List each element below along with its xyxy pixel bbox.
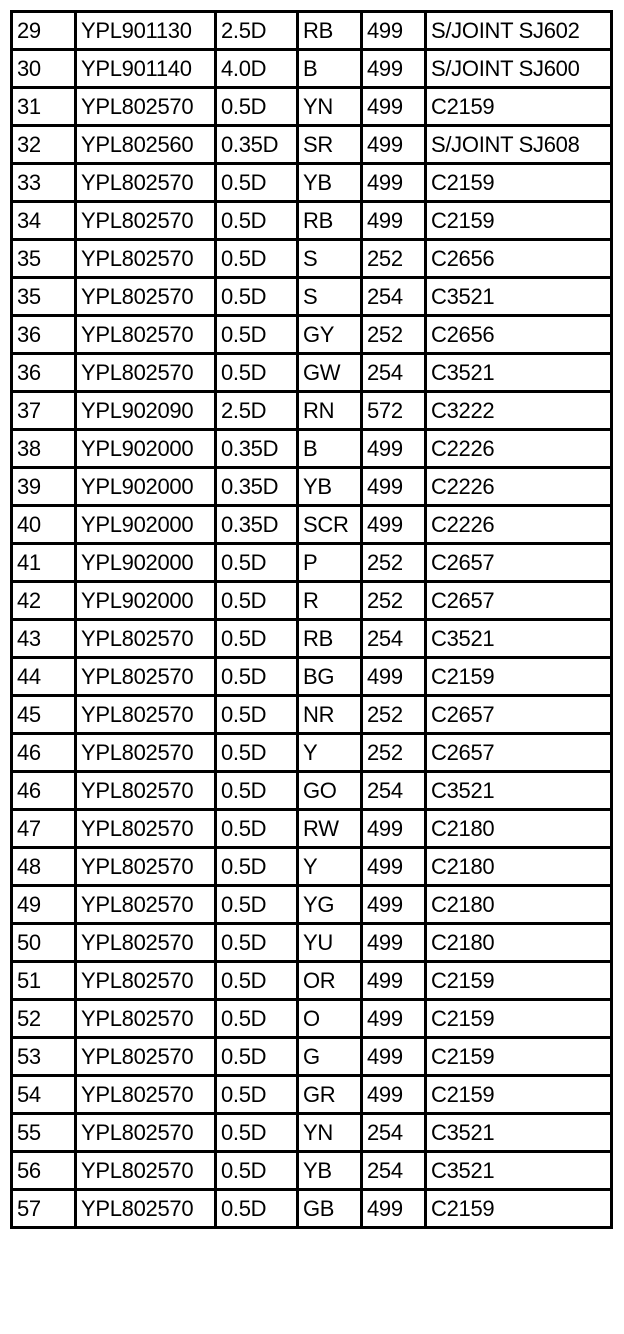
- cell-code: 499: [362, 468, 426, 506]
- cell-connection: C2159: [426, 658, 612, 696]
- cell-connection: C3521: [426, 354, 612, 392]
- cell-part-number: YPL802570: [76, 658, 216, 696]
- table-row: [12, 924, 612, 962]
- cell-code: 252: [362, 316, 426, 354]
- table-row: [12, 164, 612, 202]
- table-row: [12, 810, 612, 848]
- cell-part-number: YPL802570: [76, 810, 216, 848]
- cell-row-number: 34: [12, 202, 76, 240]
- cell-wire-size: 0.5D: [216, 88, 298, 126]
- cell-row-number: 32: [12, 126, 76, 164]
- cell-part-number: YPL802570: [76, 886, 216, 924]
- cell-part-number: YPL802570: [76, 354, 216, 392]
- cell-wire-size: 0.5D: [216, 620, 298, 658]
- cell-connection: C2226: [426, 430, 612, 468]
- cell-row-number: 43: [12, 620, 76, 658]
- cell-wire-color: RN: [298, 392, 362, 430]
- cell-code: 254: [362, 620, 426, 658]
- table-row: [12, 1190, 612, 1228]
- cell-connection: C2159: [426, 1000, 612, 1038]
- cell-connection: C2657: [426, 544, 612, 582]
- cell-part-number: YPL902000: [76, 430, 216, 468]
- cell-wire-size: 0.5D: [216, 924, 298, 962]
- cell-code: 254: [362, 772, 426, 810]
- cell-row-number: 49: [12, 886, 76, 924]
- cell-wire-size: 2.5D: [216, 392, 298, 430]
- cell-code: 499: [362, 848, 426, 886]
- cell-row-number: 40: [12, 506, 76, 544]
- table-row: [12, 12, 612, 50]
- cell-row-number: 35: [12, 278, 76, 316]
- cell-wire-size: 0.5D: [216, 1152, 298, 1190]
- cell-wire-size: 0.5D: [216, 962, 298, 1000]
- table-row: [12, 1152, 612, 1190]
- cell-wire-color: RB: [298, 202, 362, 240]
- table-row: [12, 582, 612, 620]
- table-row: [12, 696, 612, 734]
- cell-code: 252: [362, 240, 426, 278]
- cell-row-number: 45: [12, 696, 76, 734]
- cell-wire-size: 0.5D: [216, 848, 298, 886]
- cell-code: 499: [362, 12, 426, 50]
- table-row: [12, 392, 612, 430]
- wiring-table: [10, 10, 613, 1229]
- cell-wire-color: O: [298, 1000, 362, 1038]
- cell-wire-color: NR: [298, 696, 362, 734]
- table-row: [12, 886, 612, 924]
- cell-wire-color: Y: [298, 734, 362, 772]
- cell-wire-size: 4.0D: [216, 50, 298, 88]
- cell-connection: C2656: [426, 316, 612, 354]
- cell-part-number: YPL802570: [76, 1076, 216, 1114]
- cell-connection: C2657: [426, 734, 612, 772]
- table-row: [12, 772, 612, 810]
- cell-connection: C3521: [426, 1114, 612, 1152]
- cell-connection: C2159: [426, 1190, 612, 1228]
- cell-wire-color: G: [298, 1038, 362, 1076]
- cell-connection: C2226: [426, 506, 612, 544]
- cell-row-number: 50: [12, 924, 76, 962]
- cell-code: 499: [362, 1000, 426, 1038]
- cell-part-number: YPL802570: [76, 240, 216, 278]
- cell-wire-color: GO: [298, 772, 362, 810]
- cell-wire-color: YN: [298, 1114, 362, 1152]
- cell-part-number: YPL802570: [76, 962, 216, 1000]
- cell-wire-color: SCR: [298, 506, 362, 544]
- cell-connection: C2656: [426, 240, 612, 278]
- cell-code: 499: [362, 1076, 426, 1114]
- cell-code: 499: [362, 126, 426, 164]
- cell-connection: C2159: [426, 1038, 612, 1076]
- cell-code: 499: [362, 658, 426, 696]
- cell-wire-color: P: [298, 544, 362, 582]
- cell-wire-size: 0.5D: [216, 772, 298, 810]
- cell-wire-color: GR: [298, 1076, 362, 1114]
- cell-wire-size: 0.5D: [216, 1076, 298, 1114]
- cell-connection: C2180: [426, 810, 612, 848]
- cell-wire-color: B: [298, 50, 362, 88]
- cell-connection: C3521: [426, 620, 612, 658]
- table-row: [12, 126, 612, 164]
- cell-part-number: YPL802570: [76, 164, 216, 202]
- cell-code: 499: [362, 1190, 426, 1228]
- wiring-table-container: [10, 10, 610, 1229]
- cell-row-number: 56: [12, 1152, 76, 1190]
- table-row: [12, 848, 612, 886]
- cell-wire-color: YB: [298, 468, 362, 506]
- cell-row-number: 55: [12, 1114, 76, 1152]
- cell-wire-color: S: [298, 278, 362, 316]
- cell-wire-size: 0.35D: [216, 430, 298, 468]
- cell-part-number: YPL802570: [76, 316, 216, 354]
- cell-row-number: 44: [12, 658, 76, 696]
- table-row: [12, 544, 612, 582]
- cell-part-number: YPL802570: [76, 772, 216, 810]
- cell-code: 252: [362, 544, 426, 582]
- cell-part-number: YPL902000: [76, 506, 216, 544]
- cell-row-number: 57: [12, 1190, 76, 1228]
- cell-row-number: 42: [12, 582, 76, 620]
- cell-code: 252: [362, 734, 426, 772]
- table-row: [12, 240, 612, 278]
- cell-code: 499: [362, 924, 426, 962]
- table-row: [12, 468, 612, 506]
- cell-part-number: YPL901130: [76, 12, 216, 50]
- cell-part-number: YPL802570: [76, 88, 216, 126]
- cell-connection: C2159: [426, 88, 612, 126]
- table-row: [12, 962, 612, 1000]
- cell-code: 499: [362, 202, 426, 240]
- cell-wire-color: GB: [298, 1190, 362, 1228]
- cell-part-number: YPL802570: [76, 1190, 216, 1228]
- cell-part-number: YPL902000: [76, 468, 216, 506]
- cell-part-number: YPL802560: [76, 126, 216, 164]
- cell-row-number: 38: [12, 430, 76, 468]
- cell-part-number: YPL902000: [76, 582, 216, 620]
- cell-code: 499: [362, 962, 426, 1000]
- cell-connection: C2657: [426, 696, 612, 734]
- cell-row-number: 36: [12, 316, 76, 354]
- cell-part-number: YPL802570: [76, 1152, 216, 1190]
- cell-wire-size: 0.5D: [216, 240, 298, 278]
- cell-connection: C2657: [426, 582, 612, 620]
- cell-code: 252: [362, 696, 426, 734]
- cell-row-number: 47: [12, 810, 76, 848]
- cell-wire-size: 0.5D: [216, 734, 298, 772]
- table-row: [12, 316, 612, 354]
- cell-wire-color: BG: [298, 658, 362, 696]
- cell-code: 499: [362, 430, 426, 468]
- table-row: [12, 202, 612, 240]
- cell-part-number: YPL902000: [76, 544, 216, 582]
- cell-wire-size: 0.35D: [216, 126, 298, 164]
- cell-code: 254: [362, 1152, 426, 1190]
- cell-connection: C2159: [426, 202, 612, 240]
- table-row: [12, 278, 612, 316]
- cell-wire-size: 0.5D: [216, 1114, 298, 1152]
- cell-wire-size: 0.5D: [216, 316, 298, 354]
- cell-part-number: YPL802570: [76, 696, 216, 734]
- table-row: [12, 50, 612, 88]
- cell-row-number: 30: [12, 50, 76, 88]
- cell-part-number: YPL802570: [76, 620, 216, 658]
- cell-connection: S/JOINT SJ600: [426, 50, 612, 88]
- cell-row-number: 46: [12, 772, 76, 810]
- cell-code: 499: [362, 88, 426, 126]
- cell-wire-size: 0.5D: [216, 278, 298, 316]
- cell-part-number: YPL802570: [76, 734, 216, 772]
- cell-part-number: YPL802570: [76, 278, 216, 316]
- cell-wire-color: YU: [298, 924, 362, 962]
- cell-wire-size: 0.5D: [216, 582, 298, 620]
- cell-connection: C2180: [426, 848, 612, 886]
- cell-row-number: 54: [12, 1076, 76, 1114]
- cell-wire-size: 2.5D: [216, 12, 298, 50]
- cell-part-number: YPL802570: [76, 848, 216, 886]
- cell-code: 572: [362, 392, 426, 430]
- cell-wire-color: S: [298, 240, 362, 278]
- cell-wire-size: 0.5D: [216, 164, 298, 202]
- cell-row-number: 35: [12, 240, 76, 278]
- cell-wire-color: R: [298, 582, 362, 620]
- cell-wire-color: OR: [298, 962, 362, 1000]
- table-row: [12, 620, 612, 658]
- cell-part-number: YPL902090: [76, 392, 216, 430]
- cell-wire-color: YB: [298, 1152, 362, 1190]
- cell-wire-size: 0.5D: [216, 886, 298, 924]
- cell-wire-color: RW: [298, 810, 362, 848]
- cell-wire-color: YG: [298, 886, 362, 924]
- cell-wire-size: 0.5D: [216, 810, 298, 848]
- cell-part-number: YPL802570: [76, 1000, 216, 1038]
- cell-wire-color: YB: [298, 164, 362, 202]
- cell-row-number: 36: [12, 354, 76, 392]
- table-row: [12, 1114, 612, 1152]
- table-row: [12, 1076, 612, 1114]
- cell-row-number: 31: [12, 88, 76, 126]
- cell-row-number: 39: [12, 468, 76, 506]
- cell-part-number: YPL802570: [76, 1038, 216, 1076]
- cell-code: 499: [362, 506, 426, 544]
- cell-row-number: 51: [12, 962, 76, 1000]
- cell-wire-color: SR: [298, 126, 362, 164]
- table-row: [12, 1000, 612, 1038]
- cell-wire-color: RB: [298, 620, 362, 658]
- table-row: [12, 658, 612, 696]
- cell-wire-size: 0.5D: [216, 658, 298, 696]
- cell-connection: C3222: [426, 392, 612, 430]
- cell-row-number: 29: [12, 12, 76, 50]
- cell-connection: C2180: [426, 886, 612, 924]
- cell-connection: S/JOINT SJ608: [426, 126, 612, 164]
- cell-connection: C2159: [426, 1076, 612, 1114]
- cell-wire-size: 0.5D: [216, 354, 298, 392]
- cell-wire-size: 0.35D: [216, 506, 298, 544]
- cell-code: 499: [362, 50, 426, 88]
- cell-code: 499: [362, 164, 426, 202]
- table-row: [12, 734, 612, 772]
- cell-wire-size: 0.5D: [216, 1190, 298, 1228]
- cell-row-number: 46: [12, 734, 76, 772]
- table-row: [12, 1038, 612, 1076]
- cell-code: 499: [362, 1038, 426, 1076]
- cell-row-number: 52: [12, 1000, 76, 1038]
- cell-row-number: 53: [12, 1038, 76, 1076]
- cell-code: 499: [362, 886, 426, 924]
- cell-connection: C3521: [426, 278, 612, 316]
- cell-wire-size: 0.5D: [216, 544, 298, 582]
- cell-wire-size: 0.5D: [216, 202, 298, 240]
- table-row: [12, 354, 612, 392]
- cell-wire-size: 0.5D: [216, 1000, 298, 1038]
- cell-row-number: 33: [12, 164, 76, 202]
- cell-wire-color: B: [298, 430, 362, 468]
- cell-wire-size: 0.35D: [216, 468, 298, 506]
- cell-part-number: YPL802570: [76, 202, 216, 240]
- cell-part-number: YPL802570: [76, 1114, 216, 1152]
- cell-connection: C2159: [426, 164, 612, 202]
- cell-wire-color: YN: [298, 88, 362, 126]
- cell-row-number: 37: [12, 392, 76, 430]
- cell-code: 254: [362, 1114, 426, 1152]
- cell-row-number: 48: [12, 848, 76, 886]
- cell-code: 499: [362, 810, 426, 848]
- cell-wire-color: Y: [298, 848, 362, 886]
- cell-wire-color: GW: [298, 354, 362, 392]
- table-body: [12, 12, 612, 1228]
- table-row: [12, 506, 612, 544]
- cell-code: 252: [362, 582, 426, 620]
- cell-part-number: YPL901140: [76, 50, 216, 88]
- table-row: [12, 88, 612, 126]
- cell-connection: C3521: [426, 1152, 612, 1190]
- cell-connection: S/JOINT SJ602: [426, 12, 612, 50]
- cell-wire-size: 0.5D: [216, 696, 298, 734]
- cell-code: 254: [362, 278, 426, 316]
- cell-wire-color: GY: [298, 316, 362, 354]
- cell-connection: C2226: [426, 468, 612, 506]
- cell-connection: C2180: [426, 924, 612, 962]
- cell-wire-color: RB: [298, 12, 362, 50]
- table-row: [12, 430, 612, 468]
- cell-part-number: YPL802570: [76, 924, 216, 962]
- cell-wire-size: 0.5D: [216, 1038, 298, 1076]
- cell-connection: C2159: [426, 962, 612, 1000]
- cell-code: 254: [362, 354, 426, 392]
- cell-row-number: 41: [12, 544, 76, 582]
- cell-connection: C3521: [426, 772, 612, 810]
